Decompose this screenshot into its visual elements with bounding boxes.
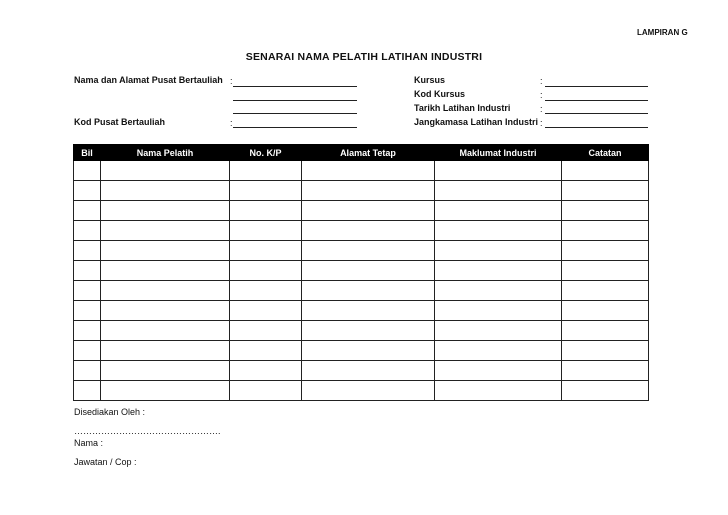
column-header-nama-pelatih: Nama Pelatih: [101, 145, 230, 161]
table-cell[interactable]: [562, 241, 649, 261]
table-cell[interactable]: [302, 341, 435, 361]
table-cell[interactable]: [74, 181, 101, 201]
table-row: [74, 201, 649, 221]
table-row: [74, 161, 649, 181]
table-cell[interactable]: [230, 321, 302, 341]
signature-line[interactable]: ………………………………………….: [74, 426, 221, 436]
table-cell[interactable]: [74, 241, 101, 261]
table-row: [74, 181, 649, 201]
position-stamp-label: Jawatan / Cop :: [74, 457, 137, 467]
training-date-field-line[interactable]: [545, 113, 648, 114]
table-cell[interactable]: [74, 361, 101, 381]
table-row: [74, 301, 649, 321]
table-cell[interactable]: [74, 341, 101, 361]
table-cell[interactable]: [435, 341, 562, 361]
table-cell[interactable]: [230, 241, 302, 261]
table-cell[interactable]: [74, 261, 101, 281]
table-cell[interactable]: [101, 181, 230, 201]
centre-code-field-line[interactable]: [233, 127, 357, 128]
table-row: [74, 221, 649, 241]
table-cell[interactable]: [302, 321, 435, 341]
table-cell[interactable]: [302, 361, 435, 381]
table-cell[interactable]: [562, 201, 649, 221]
table-header-row: [74, 145, 649, 161]
table-cell[interactable]: [74, 321, 101, 341]
column-header-catatan: Catatan: [562, 145, 649, 161]
duration-field-line[interactable]: [545, 127, 648, 128]
table-cell[interactable]: [230, 361, 302, 381]
table-row: [74, 361, 649, 381]
table-row: [74, 241, 649, 261]
table-cell[interactable]: [435, 381, 562, 401]
column-header-no-kp: No. K/P: [230, 145, 302, 161]
table-cell[interactable]: [230, 261, 302, 281]
table-cell[interactable]: [101, 241, 230, 261]
table-cell[interactable]: [230, 181, 302, 201]
centre-name-field-line-2[interactable]: [233, 100, 357, 101]
course-code-label: Kod Kursus: [414, 89, 466, 99]
table-cell[interactable]: [435, 221, 562, 241]
table-cell[interactable]: [101, 281, 230, 301]
table-cell[interactable]: [101, 261, 230, 281]
table-body: [74, 161, 649, 401]
table-cell[interactable]: [435, 281, 562, 301]
table-cell[interactable]: [302, 381, 435, 401]
table-cell[interactable]: [101, 221, 230, 241]
table-cell[interactable]: [74, 381, 101, 401]
table-cell[interactable]: [101, 301, 230, 321]
colon: :: [540, 76, 543, 86]
table-cell[interactable]: [435, 261, 562, 281]
colon: :: [230, 76, 233, 86]
column-header-maklumat-industri: Maklumat Industri: [435, 145, 562, 161]
table-cell[interactable]: [562, 361, 649, 381]
table-cell[interactable]: [435, 161, 562, 181]
table-cell[interactable]: [74, 301, 101, 321]
table-cell[interactable]: [435, 241, 562, 261]
table-cell[interactable]: [562, 221, 649, 241]
table-row: [74, 341, 649, 361]
table-cell[interactable]: [74, 221, 101, 241]
colon: :: [230, 118, 233, 128]
centre-name-field-line-3[interactable]: [233, 113, 357, 114]
trainee-table: [73, 144, 649, 401]
table-cell[interactable]: [101, 341, 230, 361]
name-label: Nama :: [74, 438, 104, 448]
centre-name-field-line-1[interactable]: [233, 86, 357, 87]
table-cell[interactable]: [302, 261, 435, 281]
table-cell[interactable]: [230, 301, 302, 321]
table-cell[interactable]: [435, 361, 562, 381]
table-cell[interactable]: [101, 161, 230, 181]
centre-name-address-label: Nama dan Alamat Pusat Bertauliah: [74, 75, 223, 85]
table-cell[interactable]: [302, 281, 435, 301]
table-cell[interactable]: [302, 241, 435, 261]
course-field-line[interactable]: [545, 86, 648, 87]
table-cell[interactable]: [230, 221, 302, 241]
course-label: Kursus: [414, 75, 446, 85]
table-row: [74, 321, 649, 341]
table-cell[interactable]: [230, 381, 302, 401]
table-cell[interactable]: [230, 201, 302, 221]
table-cell[interactable]: [562, 381, 649, 401]
colon: :: [540, 118, 543, 128]
table-cell[interactable]: [435, 321, 562, 341]
column-header-alamat-tetap: Alamat Tetap: [302, 145, 435, 161]
table-cell[interactable]: [74, 201, 101, 221]
table-cell[interactable]: [562, 301, 649, 321]
table-cell[interactable]: [230, 281, 302, 301]
appendix-label: LAMPIRAN G: [637, 28, 688, 37]
course-code-field-line[interactable]: [545, 100, 648, 101]
table-cell[interactable]: [562, 161, 649, 181]
training-date-label: Tarikh Latihan Industri: [414, 103, 511, 113]
table-cell[interactable]: [562, 281, 649, 301]
table-row: [74, 381, 649, 401]
table-cell[interactable]: [302, 301, 435, 321]
table-cell[interactable]: [435, 181, 562, 201]
table-row: [74, 261, 649, 281]
colon: :: [540, 90, 543, 100]
column-header-bil: Bil: [74, 145, 101, 161]
table-cell[interactable]: [562, 181, 649, 201]
table-cell[interactable]: [302, 181, 435, 201]
duration-label: Jangkamasa Latihan Industri: [414, 117, 539, 127]
table-cell[interactable]: [230, 161, 302, 181]
table-row: [74, 281, 649, 301]
table-cell[interactable]: [230, 341, 302, 361]
centre-code-label: Kod Pusat Bertauliah: [74, 117, 166, 127]
table-cell[interactable]: [74, 281, 101, 301]
page-title: SENARAI NAMA PELATIH LATIHAN INDUSTRI: [245, 51, 483, 63]
table-cell[interactable]: [74, 161, 101, 181]
prepared-by-label: Disediakan Oleh :: [74, 407, 146, 417]
table-cell[interactable]: [101, 321, 230, 341]
table-cell[interactable]: [302, 201, 435, 221]
table-cell[interactable]: [101, 361, 230, 381]
colon: :: [540, 104, 543, 114]
table-cell[interactable]: [435, 301, 562, 321]
table-cell[interactable]: [302, 221, 435, 241]
table-cell[interactable]: [562, 321, 649, 341]
table-cell[interactable]: [435, 201, 562, 221]
table-cell[interactable]: [101, 201, 230, 221]
table-cell[interactable]: [562, 341, 649, 361]
table-cell[interactable]: [562, 261, 649, 281]
table-cell[interactable]: [302, 161, 435, 181]
table-cell[interactable]: [101, 381, 230, 401]
